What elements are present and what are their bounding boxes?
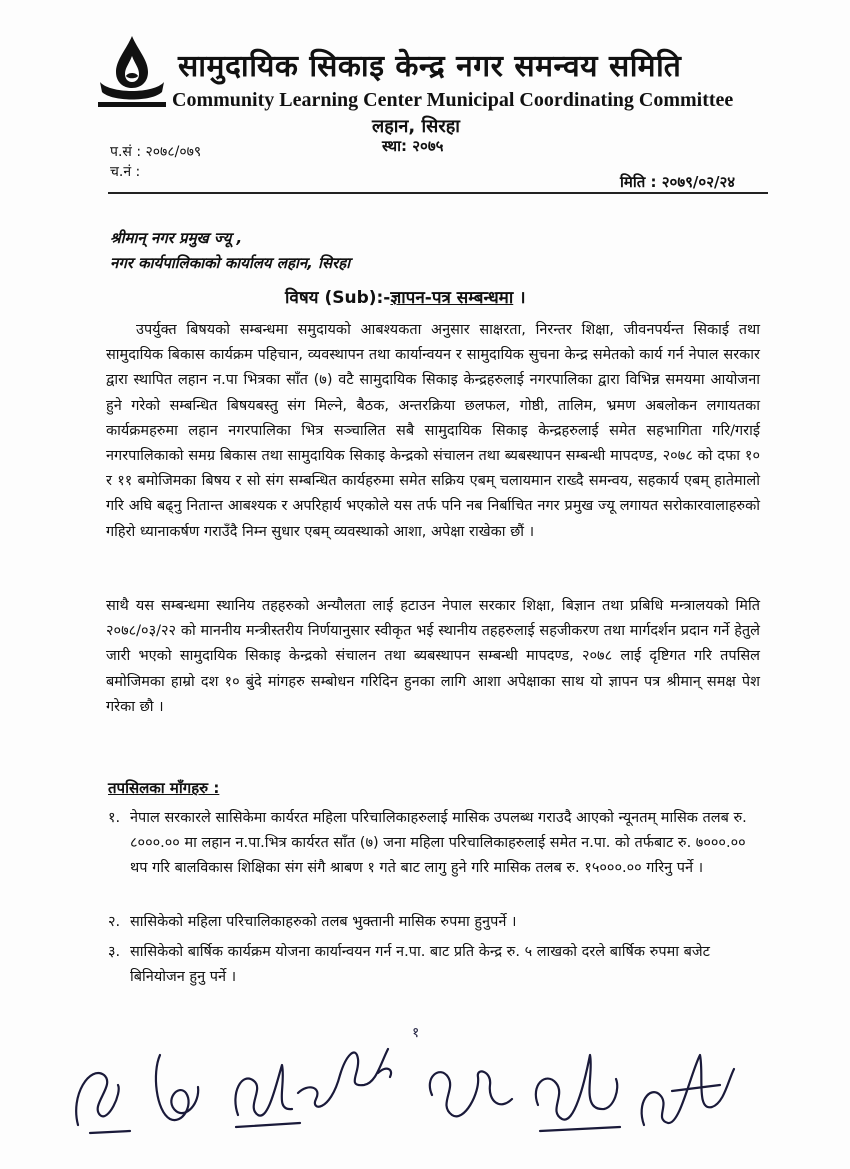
demand-number: १. [108, 810, 121, 826]
demands-heading: तपसिलका माँगहरु : [108, 779, 220, 797]
signature-3 [235, 1065, 300, 1127]
demand-item [108, 910, 758, 935]
signature-6 [536, 1055, 620, 1131]
letter-date: मिति : २०७९/०२/२४ [620, 173, 736, 191]
demand-number: २. [108, 914, 121, 930]
addressee-line-2: नगर कार्यपालिकाको कार्यालय लहान, सिरहा [110, 254, 351, 272]
signature-7 [642, 1055, 734, 1125]
signatures-area [60, 1015, 800, 1145]
demand-text: नेपाल सरकारले सासिकेमा कार्यरत महिला परिचालिकाहरुलाई मासिक उपलब्ध गराउदै आएको न्यूनतम् मासिक तलब रु. ८०००.०० मा लहान न.पा.भित्र कार्यरत साँत (७) जना महिला परिचालिकाहरुलाई समेत न.पा. को तर्फबाट रु. ७०००.०० थप गरि बालविकास शिक्षिका संग संगै श्राबण १ गते बाट लागु हुने गरि मासिक तलब रु. १५०००.०० गरिनु पर्ने । [130, 810, 747, 876]
lamp-logo-icon [96, 34, 168, 110]
signature-mark: १ [412, 1025, 420, 1041]
demand-text: सासिकेको महिला परिचालिकाहरुको तलब भुक्तानी मासिक रुपमा हुनुपर्ने । [130, 914, 517, 930]
subject-end: । [513, 288, 526, 308]
org-title-english: Community Learning Center Municipal Coordinating Committee [172, 89, 734, 111]
signature-5 [430, 1071, 512, 1116]
demand-text: सासिकेको बार्षिक कार्यक्रम योजना कार्यान्वयन गर्न न.पा. बाट प्रति केन्द्र रु. ५ लाखको दरले बार्षिक रुपमा बजेट बिनियोजन हुनु पर्ने । [130, 944, 710, 985]
body-paragraph-1: उपर्युक्त बिषयको सम्बन्धमा समुदायको आबश्यकता अनुसार साक्षरता, निरन्तर शिक्षा, जीवनपर्यन्त सिकाई तथा सामुदायिक बिकास कार्यक्रम पहिचान, व्यवस्थापन तथा कार्यान्वयन र सामुदायिक सुचना केन्द्र समेतको कार्य गर्न नेपाल सरकार द्वारा स्थापित लहान न.पा भित्रका साँत (७) वटै सामुदायिक सिकाइ केन्द्रहरुलाई नगरपालिका द्वारा विभिन्न समयमा आयोजना हुने गरेको सम्बन्धित बिषयबस्तु संग मिल्ने, बैठक, अन्तरक्रिया छलफल, गोष्ठी, तालिम, भ्रमण अबलोकन लगायतका कार्यक्रमहरुमा लहान नगरपालिका भित्र सञ्चालित सबै सामुदायिक सिकाइ केन्द्रहरुलाई समेत सहभागिता गरि/गराई नगरपालिकाको समग्र बिकास तथा सामुदायिक सिकाइ केन्द्रको संचालन तथा ब्यबस्थापन सम्बन्धी मापदण्ड, २०७८ को दफा १० र ११ बमोजिमका बिषय र सो संग सम्बन्धित कार्यहरुमा समेत सक्रिय एबम् चलायमान राख्दै समन्वय, सहकार्य एबम् हातेमालो गरि अघि बढ्नु नितान्त आबश्यक र अपरिहार्य भएकोले यस तर्फ पनि नब निर्बाचित नगर प्रमुख ज्यू लगायत सरोकारवालाहरुको गहिरो ध्यानाकर्षण गराउँदै निम्न सुधार एबम् व्यवस्थाको आशा, अपेक्षा राखेका छौं । [106, 322, 760, 540]
subject-label: विषय (Sub):- [285, 288, 391, 308]
body-paragraph-2: साथै यस सम्बन्धमा स्थानिय तहहरुको अन्यौलता लाई हटाउन नेपाल सरकार शिक्षा, बिज्ञान तथा प्रबिधि मन्त्रालयको मिति २०७८/०३/२२ को माननीय मन्त्रीस्तरीय निर्णयानुसार स्वीकृत भई स्थानीय तहहरुलाई सहजीकरण तथा मार्गदर्शन प्रदान गर्ने हेतुले जारी भएको सामुदायिक सिकाइ केन्द्रको संचालन तथा ब्यबस्थापन सम्बन्धी मापदण्ड, २०७८ लाई दृष्टिगत गरि तपसिल बमोजिमका हाम्रो दश १० बुंदे मांगहरु सम्बोधन गरिदिन हुनका लागि आशा अपेक्षाका साथ यो ज्ञापन पत्र श्रीमान् समक्ष पेश गरेका छौ । [106, 598, 760, 715]
org-title-nepali: सामुदायिक सिकाइ केन्द्र नगर समन्वय समिति [178, 49, 682, 84]
demand-item [108, 940, 758, 990]
addressee-line-1: श्रीमान् नगर प्रमुख ज्यू , [110, 229, 243, 247]
header-divider [108, 192, 768, 194]
dispatch-number: च.नं : [110, 164, 141, 180]
signature-2 [156, 1055, 198, 1120]
signature-4 [298, 1049, 391, 1107]
signature-1 [76, 1073, 130, 1133]
established-year: स्था: २०७५ [382, 137, 444, 155]
subject-line [285, 285, 526, 308]
demand-number: ३. [108, 944, 121, 960]
reference-number: प.सं : २०७८/०७९ [110, 144, 202, 160]
demand-item [108, 806, 758, 881]
subject-text: ज्ञापन-पत्र सम्बन्धमा [390, 288, 514, 308]
org-city: लहान, सिरहा [372, 116, 460, 137]
